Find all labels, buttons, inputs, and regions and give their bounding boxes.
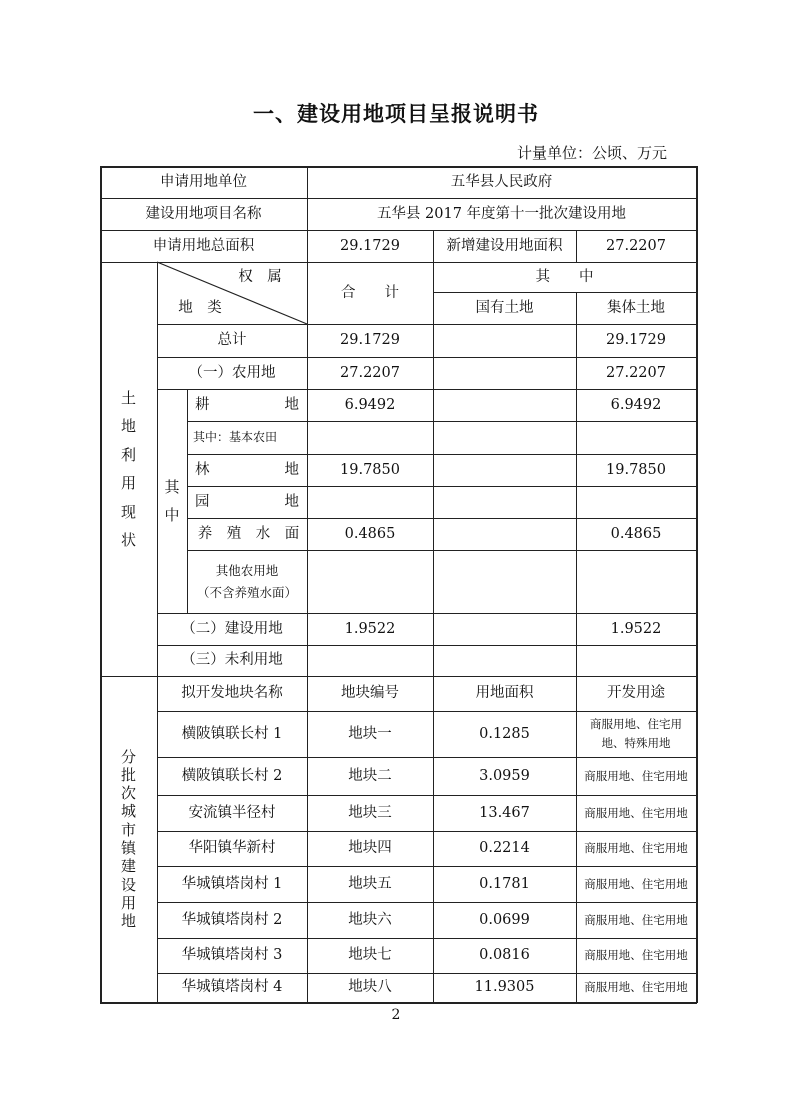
row-agri-sum: 27.2207	[340, 364, 400, 381]
row-construction-label: （二）建设用地	[181, 620, 283, 637]
diagonal-bottom-label: 地 类	[178, 299, 222, 316]
vertical-char: 状	[120, 531, 136, 549]
vertical-char: 中	[164, 506, 180, 524]
plot-code: 地块二	[348, 767, 392, 784]
row-total-label: 总计	[217, 332, 247, 349]
plot-area: 0.1781	[479, 875, 530, 892]
row-aquaculture-sum: 0.4865	[344, 525, 396, 542]
plot-area: 3.0959	[479, 767, 530, 784]
plot-code: 地块八	[348, 979, 392, 996]
plot-area: 13.467	[479, 804, 530, 821]
measurement-unit: 计量单位：公顷、万元	[516, 144, 667, 162]
plots-section-label	[100, 676, 157, 1002]
plot-code: 地块一	[348, 725, 392, 742]
applicant-label: 申请用地单位	[160, 173, 247, 190]
row-forest-sum: 19.7850	[340, 461, 400, 478]
plot-name: 华城镇塔岗村 4	[181, 979, 283, 996]
row-other-agri-line1: 其他农用地	[215, 563, 279, 579]
plot-use: 商服用地、住宅用地	[584, 768, 688, 783]
row-arable-sum: 6.9492	[344, 396, 396, 413]
row-basic-farmland-label: 其中：基本农田	[193, 430, 278, 444]
of-which-header: 其 中	[535, 268, 594, 285]
plot-use: 商服用地、住宅用地	[584, 912, 688, 927]
vertical-char: 土	[120, 388, 136, 407]
vertical-char: 设	[120, 875, 136, 894]
plot-use: 商服用地、住宅用地	[584, 876, 688, 891]
page-number: 2	[391, 1007, 401, 1023]
total-area-value: 29.1729	[340, 237, 400, 254]
vertical-char: 城	[120, 802, 136, 821]
plot-area: 0.1285	[479, 725, 530, 742]
plot-area: 11.9305	[474, 979, 535, 996]
plot-code: 地块四	[348, 840, 392, 857]
row-garden-label-b: 地	[284, 493, 299, 510]
land-status-section-label	[100, 262, 157, 676]
vertical-char: 次	[120, 784, 136, 803]
row-total-collective: 29.1729	[606, 332, 666, 349]
row-arable-collective: 6.9492	[610, 396, 662, 413]
plot-code: 地块七	[348, 947, 392, 964]
row-forest-collective: 19.7850	[606, 461, 666, 478]
plot-name: 华城镇塔岗村 2	[181, 911, 283, 928]
document-title: 一、建设用地项目呈报说明书	[253, 102, 539, 126]
row-garden-label	[195, 486, 299, 518]
vertical-char: 用	[120, 893, 136, 912]
row-forest-label	[195, 454, 299, 486]
vertical-char: 用	[120, 474, 136, 492]
row-forest-label-b: 地	[284, 461, 299, 478]
vertical-char: 批	[120, 765, 136, 784]
project-value: 五华县 2017 年度第十一批次建设用地	[376, 205, 627, 222]
diagonal-top-label: 权 属	[238, 268, 282, 285]
row-arable-label-b: 地	[284, 396, 299, 413]
plots-header-area: 用地面积	[475, 685, 534, 702]
plot-name: 华阳镇华新村	[188, 840, 276, 857]
new-area-value: 27.2207	[606, 237, 666, 254]
plots-header-name: 拟开发地块名称	[181, 685, 283, 702]
row-forest-label-a: 林	[195, 461, 210, 478]
collective-land-header: 集体土地	[607, 299, 665, 316]
plot-use: 商服用地、住宅用地	[584, 980, 688, 995]
applicant-value: 五华县人民政府	[450, 173, 553, 190]
plot-code: 地块六	[348, 911, 392, 928]
row-unused-label: （三）未利用地	[181, 652, 283, 669]
row-total-sum: 29.1729	[340, 332, 400, 349]
project-label: 建设用地项目名称	[145, 205, 262, 222]
sub-of-which-label	[157, 389, 187, 613]
row-agri-label: （一）农用地	[188, 364, 276, 381]
plot-use: 商服用地、住宅用地	[584, 841, 688, 856]
plot-name: 安流镇半径村	[188, 804, 276, 821]
plot-name: 华城镇塔岗村 3	[181, 947, 283, 964]
total-area-label: 申请用地总面积	[152, 237, 255, 254]
plot-name: 横陂镇联长村 2	[181, 767, 283, 784]
total-column-header: 合 计	[341, 284, 399, 301]
row-arable-label-a: 耕	[195, 396, 210, 413]
plot-area: 0.0699	[479, 911, 530, 928]
vertical-char: 地	[120, 417, 136, 435]
plot-code: 地块五	[348, 875, 392, 892]
plot-use: 商服用地、住宅用地	[584, 948, 688, 963]
vertical-char: 分	[120, 747, 136, 766]
row-other-agri-label	[187, 550, 307, 613]
plot-name: 横陂镇联长村 1	[181, 725, 283, 742]
plot-area: 0.2214	[479, 840, 530, 857]
vertical-char: 其	[164, 477, 180, 496]
row-construction-sum: 1.9522	[344, 620, 396, 637]
plot-code: 地块三	[348, 804, 392, 821]
row-aquaculture-label: 养 殖 水 面	[197, 525, 300, 542]
plot-use: 商服用地、住宅用地、特殊用地	[590, 717, 682, 750]
row-garden-label-a: 园	[195, 493, 210, 510]
vertical-char: 现	[120, 502, 136, 521]
row-arable-label	[195, 389, 299, 421]
plot-area: 0.0816	[479, 947, 530, 964]
plots-header-use: 开发用途	[607, 685, 665, 702]
row-construction-collective: 1.9522	[610, 620, 662, 637]
row-agri-collective: 27.2207	[606, 364, 666, 381]
state-land-header: 国有土地	[475, 299, 534, 316]
plots-header-code: 地块编号	[341, 685, 399, 702]
vertical-char: 镇	[120, 839, 136, 857]
vertical-char: 市	[120, 820, 136, 839]
vertical-char: 地	[120, 912, 136, 931]
new-area-label: 新增建设用地面积	[446, 237, 563, 254]
row-aquaculture-collective: 0.4865	[610, 525, 662, 542]
vertical-char: 利	[120, 445, 136, 464]
plot-use: 商服用地、住宅用地	[584, 805, 688, 820]
plot-name: 华城镇塔岗村 1	[181, 875, 283, 892]
vertical-char: 建	[120, 857, 136, 876]
row-other-agri-line2: （不含养殖水面）	[196, 584, 297, 600]
